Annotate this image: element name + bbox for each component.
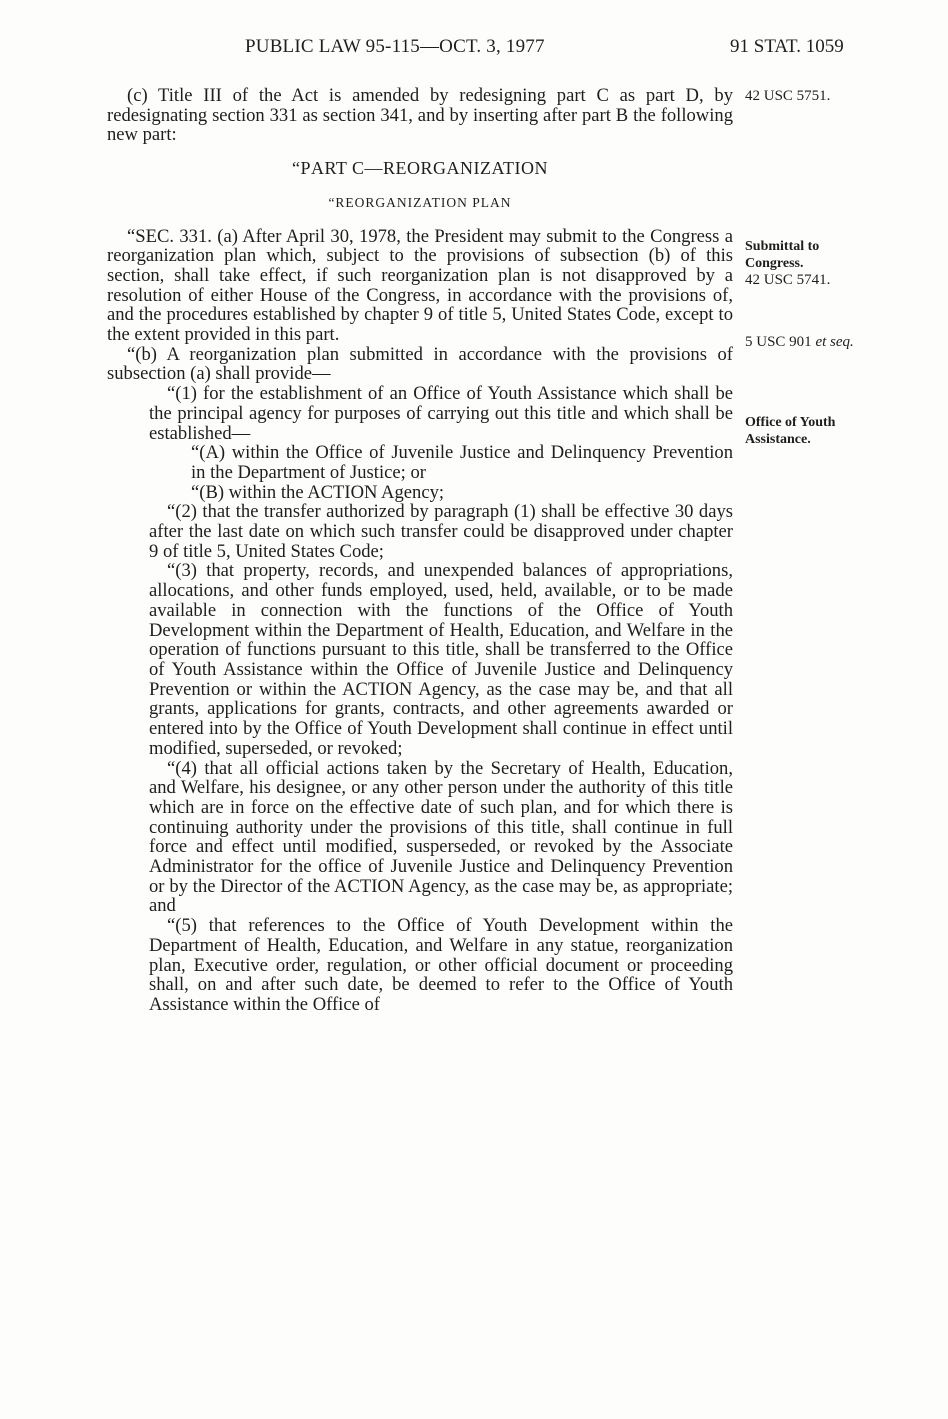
margin-note-oya-line2: Assistance. bbox=[745, 432, 811, 447]
item-5: “(5) that references to the Office of Youth Development within the Department of Health, Education, and Welfare in any statue, reorganization plan, Executive order, regulation, or other official document or proceeding shall, on and after such date, be deemed to refer to the Office of Youth Assistance within the Office of bbox=[149, 915, 733, 1015]
part-c-heading-open: “P bbox=[291, 158, 311, 179]
margin-note-office-youth-assistance bbox=[745, 414, 945, 448]
section-331-b: “(b) A reorganization plan submitted in accordance with the provisions of subsection (a) shall provide— bbox=[107, 343, 733, 385]
header-public-law: PUBLIC LAW 95-115—OCT. 3, 1977 bbox=[245, 36, 545, 57]
margin-note-5-usc-901-text: 5 USC 901 bbox=[745, 334, 816, 350]
margin-note-5-usc-901 bbox=[745, 334, 945, 351]
item-1-a bbox=[107, 443, 733, 482]
item-2: “(2) that the transfer authorized by paragraph (1) shall be effective 30 days after the last date on which such transfer could be disapproved under chapter 9 of title 5, United States Code; bbox=[149, 501, 733, 562]
statute-body bbox=[107, 86, 733, 1015]
margin-note-oya-line1: Office of Youth bbox=[745, 415, 836, 430]
part-c-heading bbox=[107, 159, 733, 179]
item-3: “(3) that property, records, and unexpended balances of appropriations, allocations, and other funds employed, used, held, available, or to be made available in connection with the functions of the Office of Youth Development within the Department of Health, Education, and Welfare in the operation of functions pursuant to this title, shall be transferred to the Office of Youth Assistance within the Office of Juvenile Justice and Delinquency Prevention or within the ACTION Agency, as the case may be, and that all grants, applications for grants, contracts, and other agreements awarded or entered into by the Office of Youth Development shall continue in effect until modified, superseded, or revoked; bbox=[149, 560, 733, 759]
running-header bbox=[0, 36, 948, 64]
item-1-a-text: “(A) within the Office of Juvenile Justice and Delinquency Prevention in the Department of Justice; or bbox=[191, 442, 733, 483]
margin-note-42-usc-5741: 42 USC 5741. bbox=[745, 272, 831, 288]
margin-note-submittal-line2: Congress. bbox=[745, 256, 804, 271]
reorganization-plan-heading: “REORGANIZATION PLAN bbox=[328, 194, 512, 210]
paragraph-c: (c) Title III of the Act is amended by redesigning part C as part D, by redesignating section 331 as section 341, and by inserting after part B the following new part: bbox=[107, 85, 733, 146]
margin-note-submittal bbox=[745, 238, 945, 272]
margin-note-et-seq: et seq. bbox=[815, 334, 854, 350]
section-331-a: “SEC. 331. (a) After April 30, 1978, the President may submit to the Congress a reorganization plan which, subject to the provisions of subsection (b) of this section, shall take effect, if such reorganization plan is not disapproved by a resolution of either House of the Congress, in accordance with the provisions of, and the procedures established by chapter 9 of title 5, United States Code, except to the extent provided in this part. bbox=[107, 225, 733, 346]
margin-note-submittal-line1: Submittal to bbox=[745, 239, 820, 254]
margin-note-42-usc-5751: 42 USC 5751. bbox=[745, 88, 831, 104]
header-stat-page: 91 STAT. 1059 bbox=[730, 36, 844, 57]
item-1-b: “(B) within the ACTION Agency; bbox=[191, 481, 445, 503]
item-1: “(1) for the establishment of an Office of Youth Assistance which shall be the principal agency for purposes of carrying out this title and which shall be established— bbox=[149, 383, 733, 444]
part-c-heading-rest: ART C—REORGANIZATION bbox=[310, 158, 549, 179]
item-4: “(4) that all official actions taken by the Secretary of Health, Education, and Welfare, his designee, or any other person under the authority of this title which are in force on the effective date of such plan, and for which there is continuing authority under the provisions of this title, shall continue in full force and effect until modified, susperseded, or revoked by the Associate Administrator for the office of Juvenile Justice and Delinquency Prevention or by the Director of the ACTION Agency, as the case may be, as appropriate; and bbox=[149, 757, 733, 917]
